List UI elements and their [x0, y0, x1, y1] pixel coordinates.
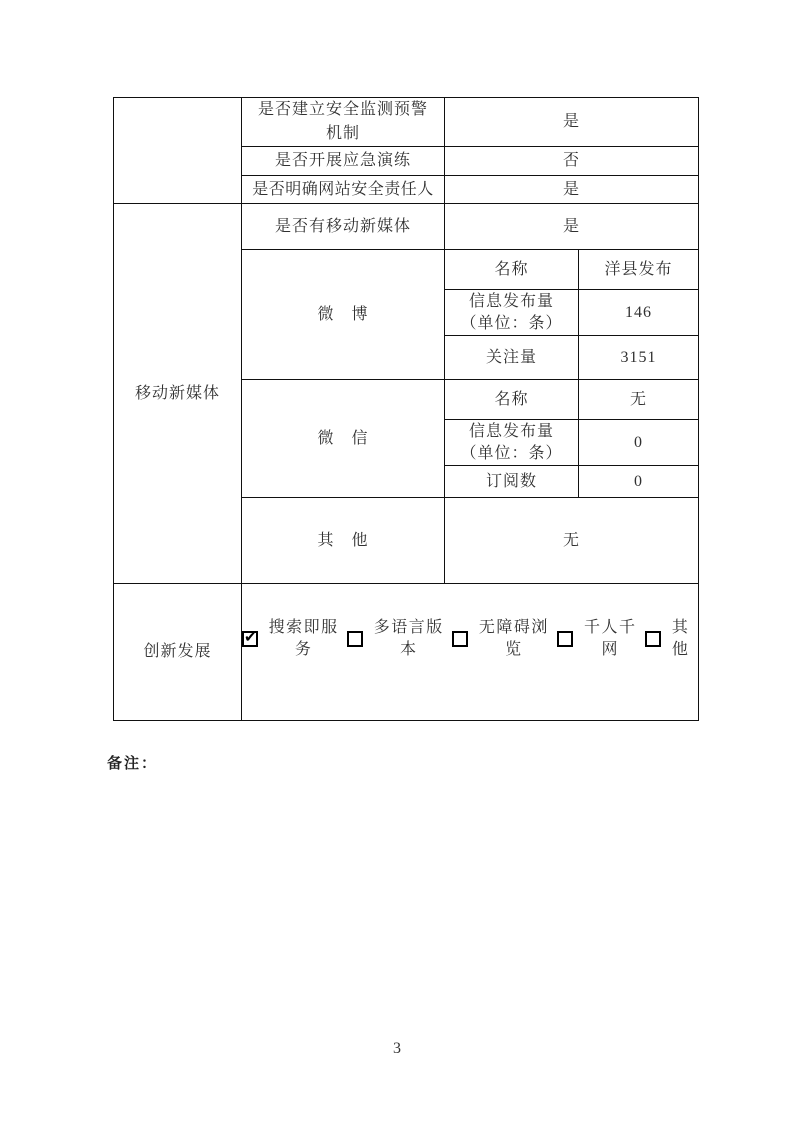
checkbox-unchecked-icon[interactable]	[452, 631, 468, 647]
checkbox-checked-icon[interactable]: ✔	[243, 627, 259, 646]
wechat-name-value: 无	[579, 380, 698, 420]
weibo-posts-label-line2: （单位：条）	[460, 314, 563, 332]
wechat-posts-label-line1: 信息发布量	[468, 422, 554, 440]
wechat-posts-label-line2: （单位：条）	[460, 444, 563, 462]
mobile-media-question-has: 是否有移动新媒体	[242, 204, 445, 250]
checkbox-option-label: 千人千网	[584, 619, 637, 658]
wechat-label: 微 信	[242, 380, 445, 498]
wechat-name-label: 名称	[445, 380, 579, 420]
other-media-label: 其 他	[242, 498, 445, 584]
wechat-subscribers-label: 订阅数	[445, 466, 579, 498]
checkbox-unchecked-icon[interactable]	[557, 631, 573, 647]
security-question-responsible-person: 是否明确网站安全责任人	[242, 176, 445, 204]
security-question-drill: 是否开展应急演练	[242, 147, 445, 176]
checkbox-option-label: 无障碍浏览	[478, 619, 549, 658]
wechat-posts-label	[445, 420, 579, 466]
checkbox-option-personalization[interactable]	[557, 617, 645, 661]
weibo-followers-value: 3151	[579, 336, 698, 380]
checkbox-option-label: 其他	[671, 619, 690, 658]
other-media-value: 无	[445, 498, 698, 584]
security-question-monitoring	[242, 98, 445, 147]
security-question-monitoring-label: 是否建立安全监测预警机制	[257, 101, 428, 142]
checkbox-option-label: 多语言版本	[373, 619, 444, 658]
checkbox-unchecked-icon[interactable]	[645, 631, 661, 647]
security-answer-responsible-person: 是	[445, 176, 698, 204]
weibo-followers-label: 关注量	[445, 336, 579, 380]
security-section-blank-cell	[114, 98, 242, 204]
wechat-posts-value: 0	[579, 420, 698, 466]
checkbox-option-other[interactable]	[645, 617, 698, 661]
innovation-section-label: 创新发展	[114, 584, 242, 720]
checkbox-option-search-service[interactable]	[242, 617, 347, 661]
innovation-options	[242, 584, 698, 720]
weibo-posts-label	[445, 290, 579, 336]
checkbox-option-multilanguage[interactable]	[347, 617, 452, 661]
mobile-media-section-label: 移动新媒体	[114, 204, 242, 584]
security-answer-monitoring: 是	[445, 98, 698, 147]
page-number: 3	[393, 1040, 401, 1057]
weibo-posts-label-line1: 信息发布量	[468, 292, 554, 310]
report-table	[113, 97, 699, 721]
wechat-subscribers-value: 0	[579, 466, 698, 498]
weibo-label: 微 博	[242, 250, 445, 380]
checkbox-option-accessibility[interactable]	[452, 617, 557, 661]
weibo-name-label: 名称	[445, 250, 579, 290]
security-answer-drill: 否	[445, 147, 698, 176]
checkbox-option-label: 搜索即服务	[268, 619, 339, 658]
notes-label: 备注：	[107, 756, 159, 772]
checkbox-unchecked-icon[interactable]	[347, 631, 363, 647]
weibo-posts-value: 146	[579, 290, 698, 336]
mobile-media-answer-has: 是	[445, 204, 698, 250]
weibo-name-value: 洋县发布	[579, 250, 698, 290]
